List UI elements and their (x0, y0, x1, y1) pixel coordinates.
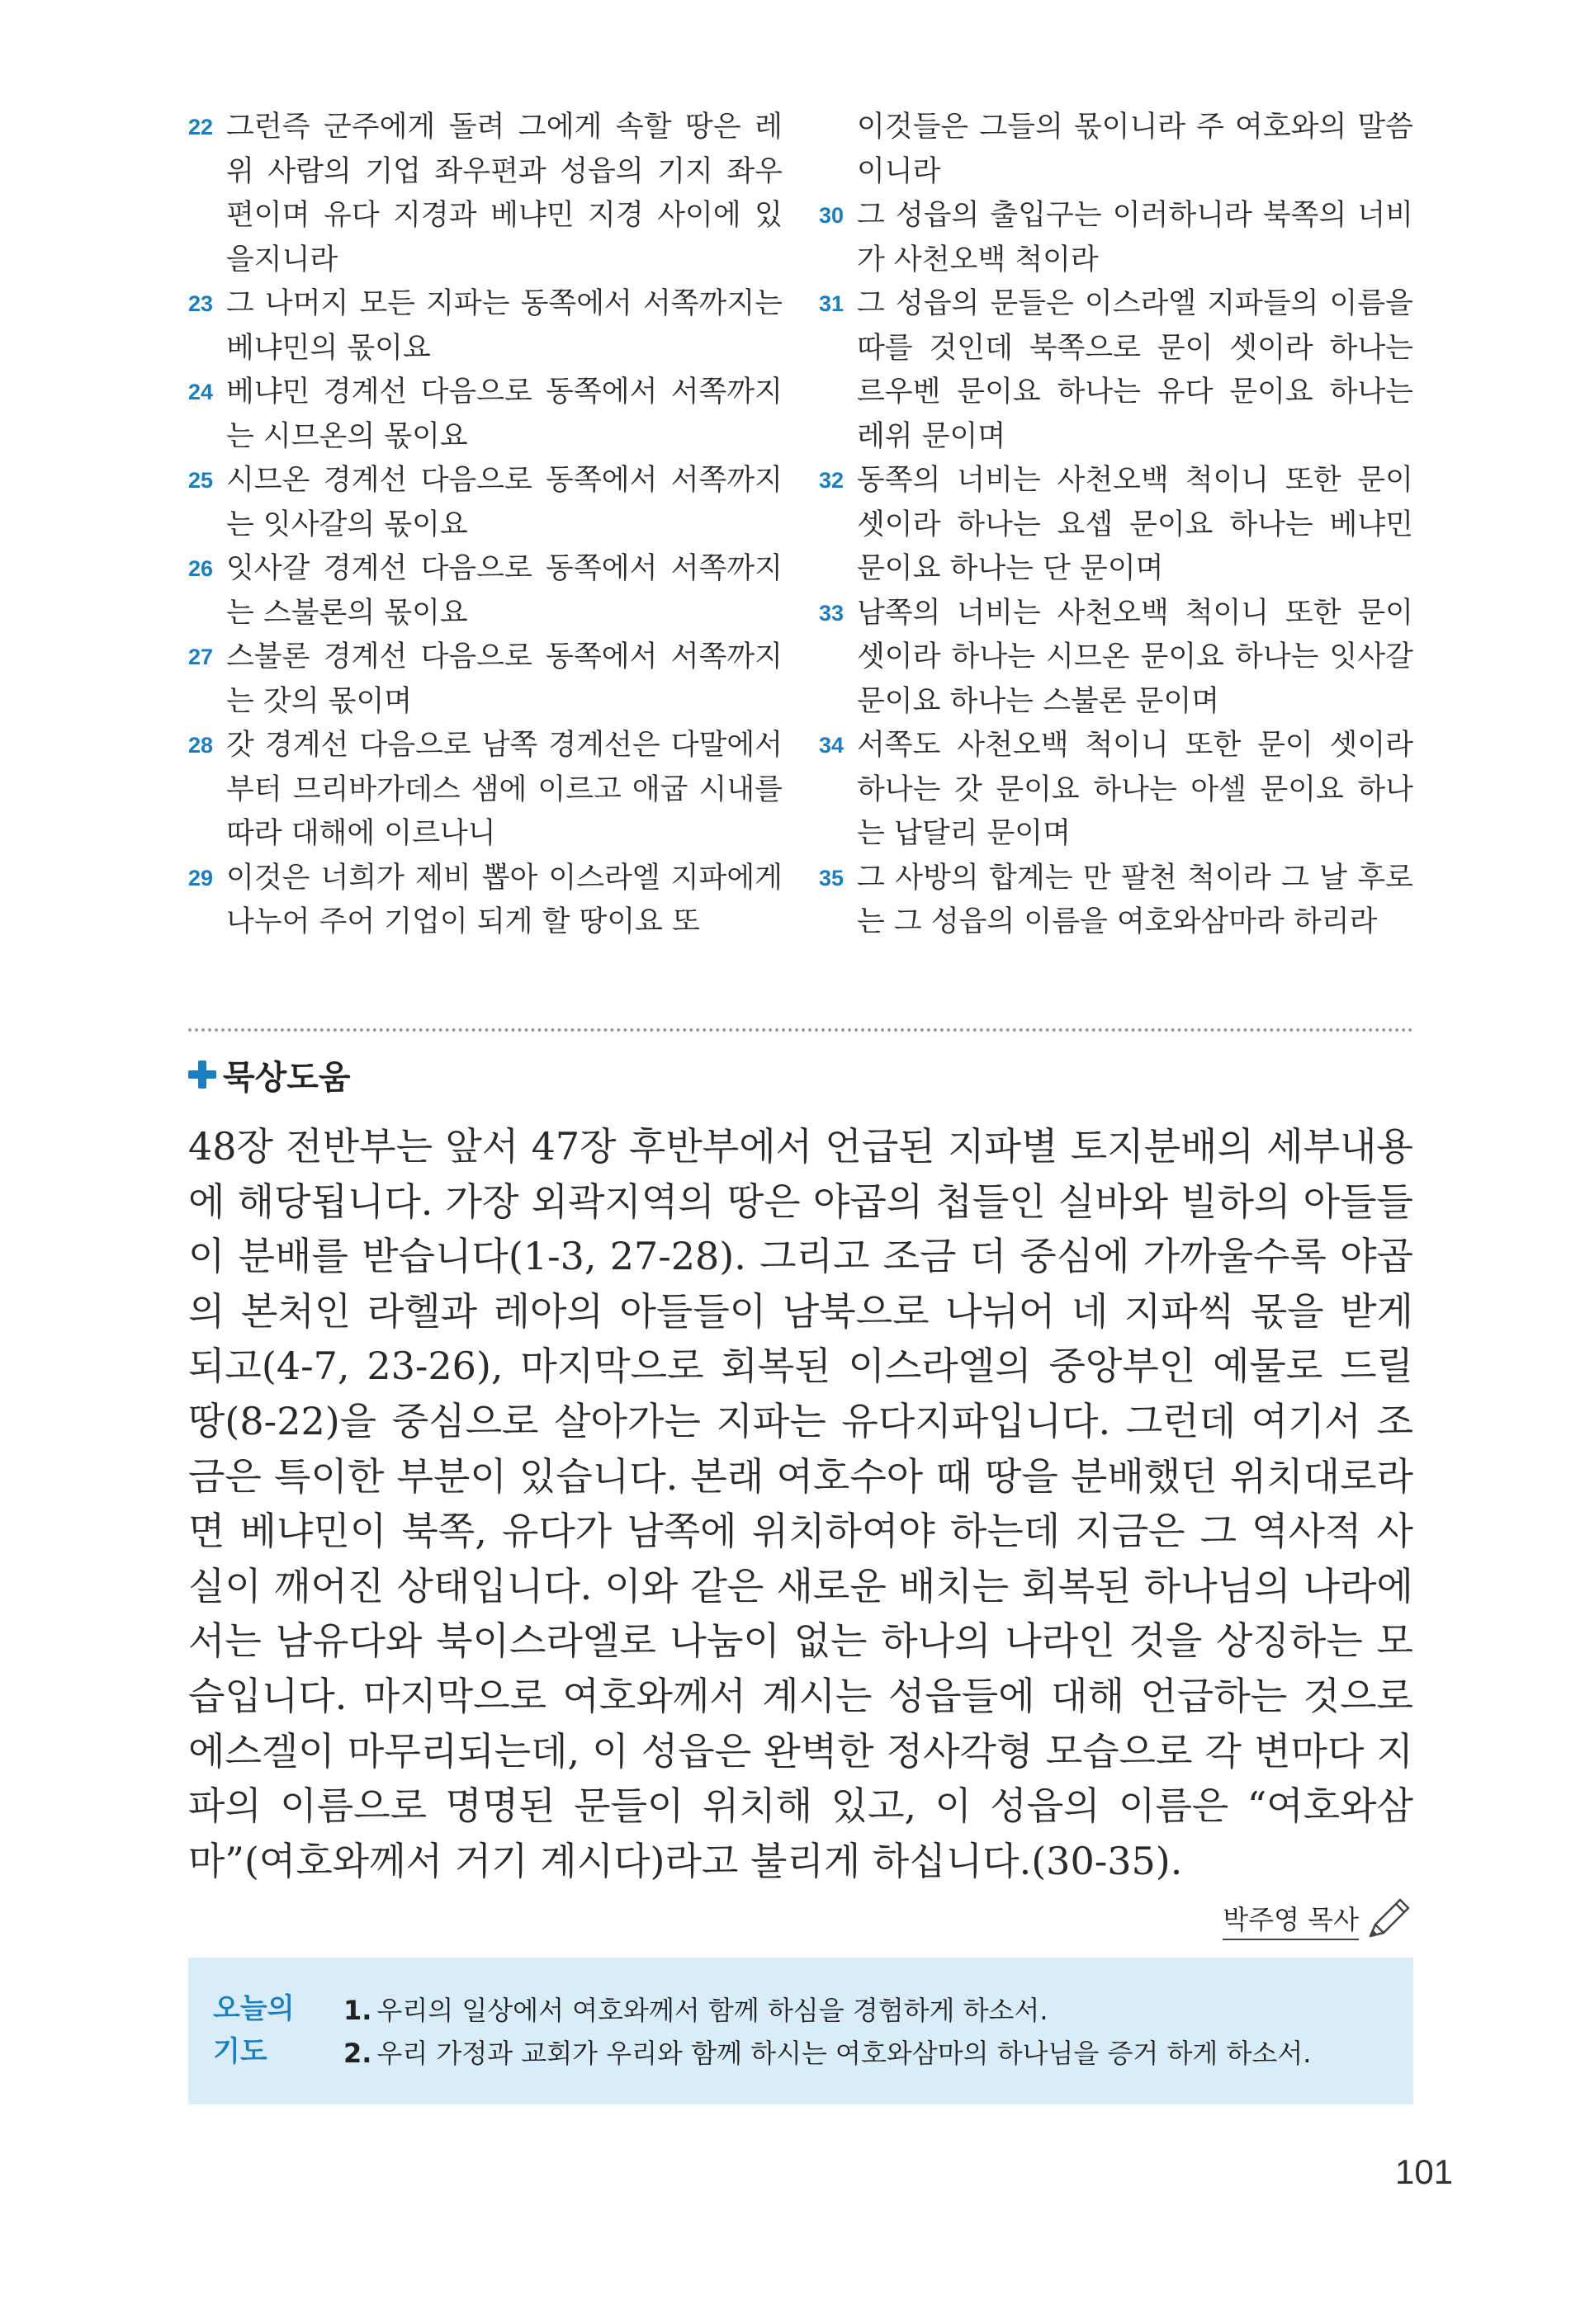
verse-text: 동쪽의 너비는 사천오백 척이니 또한 문이 셋이라 하나는 요셉 문이요 하나는 베냐민 문이요 하나는 단 문이며 (857, 464, 1413, 585)
verse-text: 그 나머지 모든 지파는 동쪽에서 서쪽까지는 베냐민의 몫이요 (226, 287, 783, 365)
verse-number: 23 (188, 291, 214, 316)
verse (188, 724, 783, 857)
verse (188, 635, 783, 724)
prayer-text: 우리 가정과 교회가 우리와 함께 하시는 여호와삼마의 하나님을 증거 하게 하소서. (376, 2038, 1312, 2069)
prayer-label-line: 기도 (213, 2035, 267, 2068)
verse-number: 22 (188, 115, 214, 139)
verse-number: 27 (188, 645, 214, 669)
pencil-icon (1364, 1895, 1413, 1944)
verse (188, 547, 783, 635)
verse-number: 35 (819, 865, 845, 890)
verse-text: 스불론 경계선 다음으로 동쪽에서 서쪽까지는 갓의 몫이며 (226, 640, 783, 718)
verse-text: 베냐민 경계선 다음으로 동쪽에서 서쪽까지는 시므온의 몫이요 (226, 376, 783, 453)
verse-number: 34 (819, 733, 845, 758)
verse-text: 그 성읍의 출입구는 이러하니라 북쪽의 너비가 사천오백 척이라 (857, 199, 1413, 276)
verse-number: 32 (819, 468, 845, 493)
verse (188, 459, 783, 547)
verse (819, 194, 1413, 282)
prayer-item (343, 1989, 1311, 2032)
verse-number: 33 (819, 600, 845, 626)
verse-text: 그 사방의 합계는 만 팔천 척이라 그 날 후로는 그 성읍의 이름을 여호와삼마라 하리라 (857, 861, 1413, 938)
verse-text: 그런즉 군주에게 돌려 그에게 속할 땅은 레위 사람의 기업 좌우편과 성읍의 기지 좌우편이며 유다 지경과 베냐민 지경 사이에 있을지니라 (226, 111, 783, 276)
verse-text: 이것은 너희가 제비 뽑아 이스라엘 지파에게 나누어 주어 기업이 되게 할 땅이요 또 (226, 861, 783, 938)
prayer-item (343, 2032, 1311, 2075)
verse (188, 282, 783, 371)
meditation-body: 48장 전반부는 앞서 47장 후반부에서 언급된 지파별 토지분배의 세부내용에 해당됩니다. 가장 외곽지역의 땅은 야곱의 첩들인 실바와 빌하의 아들들이 분배를 받습니다(1-3, 27-28). 그리고 조금 더 중심에 가까울수록 야곱의 본처인 라헬과 레아의 아들들이 남북으로 나뉘어 네 지파씩 몫을 받게 되고(4-7, 23-26), 마지막으로 회복된 이스라엘의 중앙부인 예물로 드릴 땅(8-22)을 중심으로 살아가는 지파는 유다지파입니다. 그런데 여기서 조금은 특이한 부분이 있습니다. 본래 여호수아 때 땅을 분배했던 위치대로라면 베냐민이 북쪽, 유다가 남쪽에 위치하여야 하는데 지금은 그 역사적 사실이 깨어진 상태입니다. 이와 같은 새로운 배치는 회복된 하나님의 나라에서는 남유다와 북이스라엘로 나눔이 없는 하나의 나라인 것을 상징하는 모습입니다. 마지막으로 여호와께서 계시는 성읍들에 대해 언급하는 것으로 에스겔이 마무리되는데, 이 성읍은 완벽한 정사각형 모습으로 각 변마다 지파의 이름으로 명명된 문들이 위치해 있고, 이 성읍의 이름은 “여호와삼마”(여호와께서 거기 계시다)라고 불리게 하십니다.(30-35). (188, 1124, 1413, 1883)
verse (819, 724, 1413, 857)
verse (819, 857, 1413, 945)
prayer-text: 우리의 일상에서 여호와께서 함께 하심을 경험하게 하소서. (376, 1995, 1048, 2026)
section-divider (188, 1028, 1413, 1032)
verse-number: 25 (188, 468, 214, 493)
prayer-number: 2. (343, 2038, 372, 2069)
verse (819, 282, 1413, 459)
verse-number: 26 (188, 556, 214, 581)
prayer-box (188, 1958, 1413, 2104)
scripture-column-right (819, 106, 1413, 945)
verse-text: 남쪽의 너비는 사천오백 척이니 또한 문이 셋이라 하나는 시므온 문이요 하나는 잇사갈 문이요 하나는 스불론 문이며 (857, 596, 1413, 718)
verse-number: 29 (188, 865, 214, 890)
verse-continuation: 이것들은 그들의 몫이니라 주 여호와의 말씀이니라 (857, 111, 1413, 188)
scripture-column-left (188, 106, 783, 945)
verse-text: 갓 경계선 다음으로 남쪽 경계선은 다말에서부터 므리바가데스 샘에 이르고 애굽 시내를 따라 대해에 이르나니 (226, 729, 783, 850)
verse-text: 시므온 경계선 다음으로 동쪽에서 서쪽까지는 잇사갈의 몫이요 (226, 464, 783, 541)
prayer-label-line: 오늘의 (213, 1992, 295, 2025)
verse (188, 106, 783, 282)
verse-text: 서쪽도 사천오백 척이니 또한 문이 셋이라 하나는 갓 문이요 하나는 아셀 문이요 하나는 납달리 문이며 (857, 729, 1413, 850)
verse-number: 28 (188, 733, 214, 758)
prayer-number: 1. (343, 1995, 372, 2026)
page-number: 101 (1395, 2152, 1454, 2191)
verse-text: 그 성읍의 문들은 이스라엘 지파들의 이름을 따를 것인데 북쪽으로 문이 셋이라 하나는 르우벤 문이요 하나는 유다 문이요 하나는 레위 문이며 (857, 287, 1413, 453)
plus-icon (188, 1060, 216, 1089)
meditation-heading (188, 1048, 351, 1101)
verse-number: 24 (188, 380, 214, 404)
scripture-passage (188, 106, 1413, 945)
prayer-list (343, 1989, 1311, 2075)
verse-number: 30 (819, 203, 845, 228)
verse-number: 31 (819, 291, 845, 316)
verse-text: 잇사갈 경계선 다음으로 동쪽에서 서쪽까지는 스불론의 몫이요 (226, 552, 783, 630)
verse (188, 371, 783, 459)
prayer-label (213, 1987, 295, 2073)
verse (188, 857, 783, 945)
verse (819, 459, 1413, 592)
author-name: 박주영 목사 (1223, 1899, 1359, 1940)
verse (819, 592, 1413, 725)
meditation-title: 묵상도움 (223, 1058, 351, 1097)
author-signature (1197, 1895, 1413, 1944)
